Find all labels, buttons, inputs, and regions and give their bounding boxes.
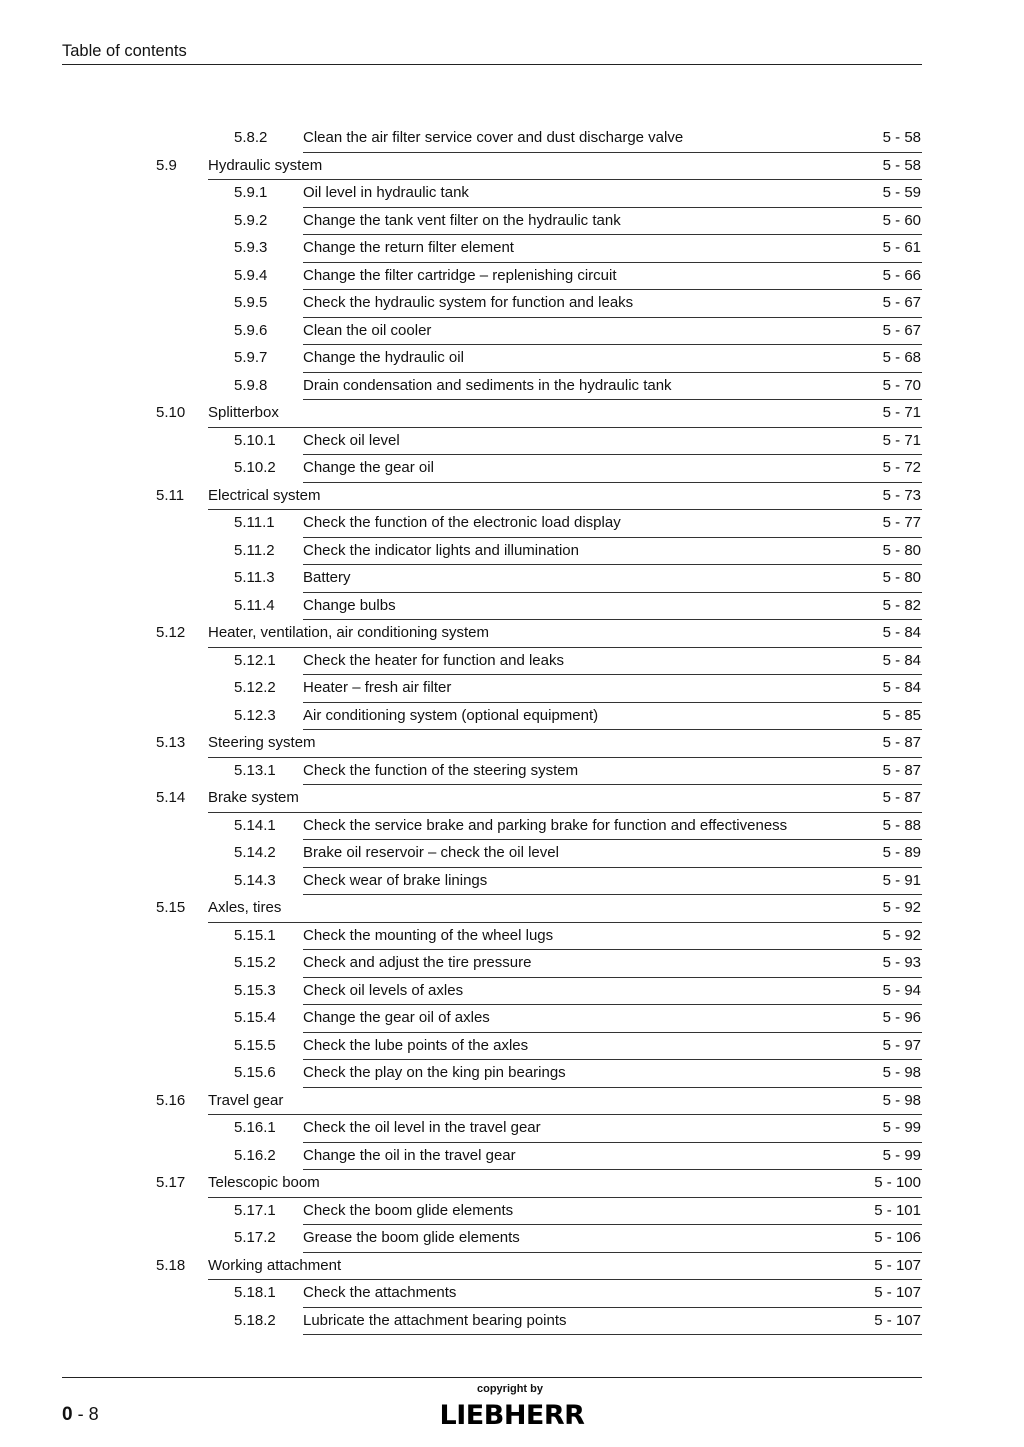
toc-entry-number: 5.15: [156, 899, 186, 916]
toc-entry-page: 5 - 58: [882, 129, 921, 146]
toc-entry[interactable]: [0, 510, 1024, 538]
toc-entry-title: Change bulbs: [303, 596, 396, 614]
header-divider: [62, 64, 922, 65]
toc-entry[interactable]: [0, 428, 1024, 456]
toc-entry-page: 5 - 59: [882, 184, 921, 201]
toc-entry[interactable]: [0, 1170, 1024, 1198]
toc-entry-number: 5.12.1: [234, 651, 276, 669]
toc-entry[interactable]: [0, 895, 1024, 923]
toc-entry-title: Check wear of brake linings: [303, 871, 488, 889]
toc-entry-number: 5.15.2: [234, 954, 276, 971]
toc-entry-title: Splitterbox: [208, 404, 279, 421]
toc-entry-title: Check the play on the king pin bearings: [303, 1064, 566, 1081]
toc-entry[interactable]: [0, 1280, 1024, 1308]
toc-entry-title: Check the indicator lights and illumination: [303, 541, 579, 559]
toc-entry-number: 5.8.2: [234, 129, 268, 146]
toc-entry-title: Oil level in hydraulic tank: [303, 184, 469, 201]
toc-entry-page: 5 - 91: [882, 871, 921, 889]
toc-entry-page: 5 - 84: [882, 624, 921, 641]
toc-entry-number: 5.18.2: [234, 1311, 276, 1329]
toc-entry[interactable]: [0, 1115, 1024, 1143]
toc-entry-number: 5.15.6: [234, 1064, 276, 1081]
toc-entry-number: 5.15.1: [234, 926, 276, 944]
toc-entry[interactable]: [0, 538, 1024, 566]
toc-entry-title: Grease the boom glide elements: [303, 1229, 520, 1246]
toc-entry-number: 5.9.5: [234, 294, 268, 311]
toc-entry[interactable]: [0, 1253, 1024, 1281]
toc-entry-title: Check the oil level in the travel gear: [303, 1119, 541, 1136]
toc-entry[interactable]: [0, 1088, 1024, 1116]
toc-entry-title: Heater, ventilation, air conditioning system: [208, 624, 489, 641]
toc-entry-title: Check oil level: [303, 431, 400, 449]
toc-entry-page: 5 - 72: [882, 459, 921, 476]
toc-entry-number: 5.11.3: [234, 569, 275, 586]
toc-entry-page: 5 - 67: [882, 321, 921, 339]
toc-entry[interactable]: [0, 263, 1024, 291]
toc-entry-title: Drain condensation and sediments in the hydraulic tank: [303, 376, 672, 394]
toc-entry[interactable]: [0, 1198, 1024, 1226]
toc-entry-page: 5 - 84: [882, 679, 921, 696]
toc-entry-number: 5.16: [156, 1091, 186, 1109]
toc-entry-title: Check the hydraulic system for function and leaks: [303, 294, 634, 311]
toc-entry-title: Travel gear: [208, 1091, 284, 1109]
liebherr-logo: [424, 1398, 600, 1428]
toc-entry-number: 5.18: [156, 1256, 186, 1274]
toc-entry-number: 5.9.2: [234, 211, 268, 229]
toc-entry-title: Hydraulic system: [208, 156, 323, 174]
footer-divider: [62, 1377, 922, 1378]
toc-entry-page: 5 - 99: [882, 1119, 921, 1136]
toc-entry-page: 5 - 96: [882, 1009, 921, 1026]
toc-entry[interactable]: [0, 593, 1024, 621]
toc-entry-title: Check and adjust the tire pressure: [303, 954, 532, 971]
toc-entry-page: 5 - 97: [882, 1036, 921, 1054]
toc-entry-number: 5.11.2: [234, 541, 275, 559]
toc-entry-page: 5 - 71: [882, 404, 921, 421]
toc-entry-number: 5.9.6: [234, 321, 268, 339]
toc-entry-page: 5 - 73: [882, 486, 921, 504]
toc-entry-page: 5 - 58: [882, 156, 921, 174]
toc-entry-title: Check the lube points of the axles: [303, 1036, 529, 1054]
toc-entry-number: 5.10.1: [234, 431, 276, 449]
toc-entry-page: 5 - 106: [874, 1229, 921, 1246]
toc-entry-page: 5 - 88: [882, 816, 921, 834]
toc-entry-title: Change the gear oil: [303, 459, 434, 476]
toc-entry-number: 5.10: [156, 404, 186, 421]
toc-entry[interactable]: [0, 483, 1024, 511]
toc-entry-number: 5.17: [156, 1174, 186, 1191]
toc-entry-title: Check the heater for function and leaks: [303, 651, 564, 669]
toc-entry-number: 5.9.3: [234, 239, 268, 256]
toc-entry-number: 5.12: [156, 624, 186, 641]
toc-entry-page: 5 - 84: [882, 651, 921, 669]
copyright-label: copyright by: [476, 1383, 543, 1395]
toc-entry[interactable]: [0, 923, 1024, 951]
toc-entry-title: Clean the oil cooler: [303, 321, 432, 339]
toc-entry-page: 5 - 87: [882, 789, 921, 806]
toc-entry[interactable]: [0, 235, 1024, 263]
toc-entry-title: Check the mounting of the wheel lugs: [303, 926, 554, 944]
toc-entry[interactable]: [0, 565, 1024, 593]
toc-entry-title: Brake system: [208, 789, 299, 806]
toc-entry-title: Check the boom glide elements: [303, 1201, 514, 1219]
toc-entry[interactable]: [0, 125, 1024, 153]
toc-entry-number: 5.12.3: [234, 706, 276, 724]
toc-entry[interactable]: [0, 785, 1024, 813]
toc-entry-number: 5.14.3: [234, 871, 276, 889]
page-header-title: Table of contents: [62, 42, 187, 60]
toc-entry-title: Check the attachments: [303, 1284, 457, 1301]
toc-entry-title: Air conditioning system (optional equipment): [303, 706, 599, 724]
toc-entry-number: 5.12.2: [234, 679, 276, 696]
toc-entry-page: 5 - 94: [882, 981, 921, 999]
toc-entry-number: 5.15.5: [234, 1036, 276, 1054]
toc-entry-number: 5.9.8: [234, 376, 268, 394]
toc-entry-page: 5 - 77: [882, 514, 921, 531]
toc-entry-title: Axles, tires: [208, 899, 282, 916]
toc-entry-page: 5 - 92: [882, 926, 921, 944]
toc-entry-page: 5 - 70: [882, 376, 921, 394]
toc-entry-page: 5 - 107: [874, 1256, 921, 1274]
toc-entry[interactable]: [0, 455, 1024, 483]
toc-entry-title: Telescopic boom: [208, 1174, 320, 1191]
toc-entry[interactable]: [0, 290, 1024, 318]
toc-entry-title: Battery: [303, 569, 351, 586]
toc-entry[interactable]: [0, 180, 1024, 208]
toc-entry-page: 5 - 60: [882, 211, 921, 229]
toc-entry-number: 5.15.4: [234, 1009, 276, 1026]
toc-entry-number: 5.16.1: [234, 1119, 276, 1136]
toc-entry-page: 5 - 66: [882, 266, 921, 284]
toc-entry-page: 5 - 82: [882, 596, 921, 614]
toc-entry-page: 5 - 85: [882, 706, 921, 724]
page-number-separator: -: [72, 1404, 89, 1424]
toc-entry-page: 5 - 71: [882, 431, 921, 449]
page-number-value: 8: [88, 1404, 99, 1424]
toc-entry[interactable]: [0, 1060, 1024, 1088]
toc-entry[interactable]: [0, 703, 1024, 731]
toc-entry-number: 5.18.1: [234, 1284, 276, 1301]
toc-entry-page: 5 - 98: [882, 1064, 921, 1081]
toc-entry-page: 5 - 80: [882, 541, 921, 559]
toc-entry-number: 5.13: [156, 734, 186, 751]
toc-entry-number: 5.17.1: [234, 1201, 276, 1219]
toc-entry-title: Check the function of the electronic load display: [303, 514, 621, 531]
toc-entry-title: Brake oil reservoir – check the oil level: [303, 844, 559, 861]
toc-entry-page: 5 - 61: [882, 239, 921, 256]
toc-entry[interactable]: [0, 1225, 1024, 1253]
toc-entry[interactable]: [0, 153, 1024, 181]
toc-entry-underline: [303, 1334, 922, 1335]
toc-entry-title: Electrical system: [208, 486, 321, 504]
toc-entry-page: 5 - 93: [882, 954, 921, 971]
toc-entry[interactable]: [0, 648, 1024, 676]
toc-entry-title: Heater – fresh air filter: [303, 679, 452, 696]
toc-entry-number: 5.14.2: [234, 844, 276, 861]
toc-entry[interactable]: [0, 400, 1024, 428]
toc-entry[interactable]: [0, 373, 1024, 401]
toc-entry[interactable]: [0, 1005, 1024, 1033]
toc-entry-page: 5 - 80: [882, 569, 921, 586]
toc-entry-page: 5 - 100: [874, 1174, 921, 1191]
toc-entry-title: Change the tank vent filter on the hydraulic tank: [303, 211, 621, 229]
toc-entry[interactable]: [0, 208, 1024, 236]
toc-entry-title: Check oil levels of axles: [303, 981, 464, 999]
toc-entry-title: Change the oil in the travel gear: [303, 1146, 516, 1164]
toc-entry[interactable]: [0, 813, 1024, 841]
toc-entry-title: Clean the air filter service cover and dust discharge valve: [303, 129, 684, 146]
toc-entry-number: 5.13.1: [234, 761, 276, 779]
toc-entry-number: 5.16.2: [234, 1146, 276, 1164]
toc-entry[interactable]: [0, 1143, 1024, 1171]
toc-entry-title: Check the service brake and parking brake for function and effectiveness: [303, 816, 788, 834]
toc-entry-title: Check the function of the steering system: [303, 761, 579, 779]
toc-entry[interactable]: [0, 840, 1024, 868]
toc-entry-title: Steering system: [208, 734, 316, 751]
toc-entry-page: 5 - 99: [882, 1146, 921, 1164]
toc-entry-page: 5 - 89: [882, 844, 921, 861]
toc-entry-number: 5.9: [156, 156, 177, 174]
toc-entry-number: 5.10.2: [234, 459, 276, 476]
page-number: [62, 1404, 99, 1426]
toc-entry[interactable]: [0, 620, 1024, 648]
toc-entry-number: 5.9.4: [234, 266, 268, 284]
toc-entry[interactable]: [0, 950, 1024, 978]
toc-entry-page: 5 - 98: [882, 1091, 921, 1109]
toc-entry[interactable]: [0, 758, 1024, 786]
table-of-contents: [0, 125, 1024, 1335]
toc-entry-number: 5.11: [156, 486, 185, 504]
toc-entry-number: 5.11.1: [234, 514, 275, 531]
toc-entry[interactable]: [0, 318, 1024, 346]
toc-entry-page: 5 - 107: [874, 1311, 921, 1329]
toc-entry-page: 5 - 87: [882, 761, 921, 779]
toc-entry-title: Change the hydraulic oil: [303, 349, 464, 366]
toc-entry-page: 5 - 87: [882, 734, 921, 751]
toc-entry-page: 5 - 101: [874, 1201, 921, 1219]
toc-entry-page: 5 - 92: [882, 899, 921, 916]
chapter-number: 0: [62, 1404, 73, 1425]
toc-entry-title: Lubricate the attachment bearing points: [303, 1311, 567, 1329]
toc-entry-number: 5.9.7: [234, 349, 268, 366]
toc-entry-page: 5 - 67: [882, 294, 921, 311]
toc-entry[interactable]: [0, 1033, 1024, 1061]
toc-entry-page: 5 - 107: [874, 1284, 921, 1301]
toc-entry[interactable]: [0, 675, 1024, 703]
toc-entry[interactable]: [0, 978, 1024, 1006]
logo-text: LIEBHERR: [439, 1400, 585, 1428]
toc-entry[interactable]: [0, 345, 1024, 373]
toc-entry-number: 5.11.4: [234, 596, 275, 614]
toc-entry-number: 5.9.1: [234, 184, 268, 201]
toc-entry[interactable]: [0, 1308, 1024, 1336]
toc-entry-title: Working attachment: [208, 1256, 342, 1274]
toc-entry-number: 5.14.1: [234, 816, 276, 834]
toc-entry-number: 5.15.3: [234, 981, 276, 999]
toc-entry-page: 5 - 68: [882, 349, 921, 366]
toc-entry-title: Change the filter cartridge – replenishing circuit: [303, 266, 617, 284]
toc-entry[interactable]: [0, 868, 1024, 896]
toc-entry-title: Change the gear oil of axles: [303, 1009, 490, 1026]
toc-entry-number: 5.17.2: [234, 1229, 276, 1246]
toc-entry-title: Change the return filter element: [303, 239, 514, 256]
toc-entry-number: 5.14: [156, 789, 186, 806]
toc-entry[interactable]: [0, 730, 1024, 758]
